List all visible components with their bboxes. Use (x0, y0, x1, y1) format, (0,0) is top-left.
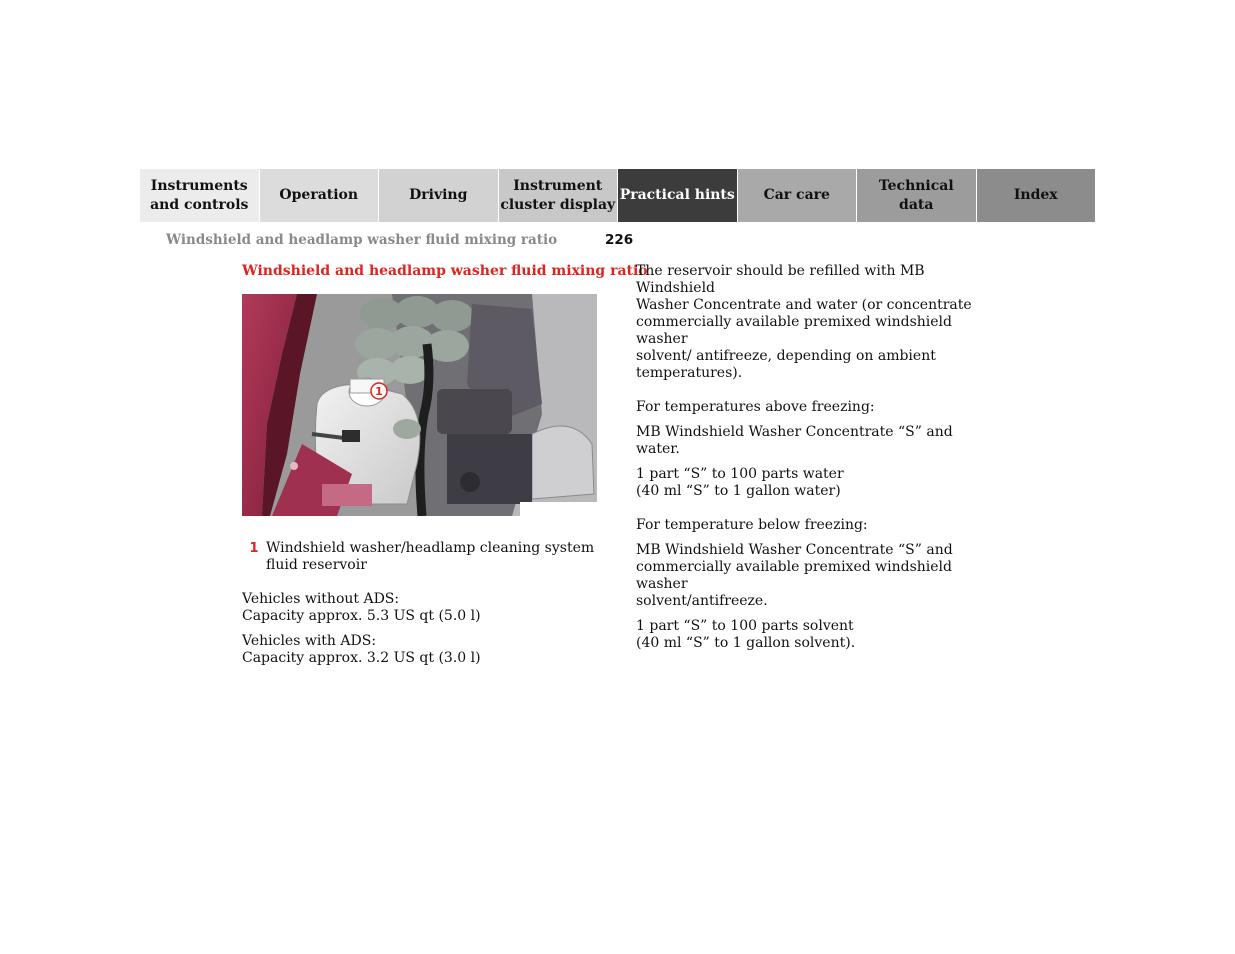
tab-practical-hints[interactable]: Practical hints (618, 169, 738, 222)
callout-number: 1 (375, 385, 383, 398)
below-freezing-heading: For temperature below freezing: (636, 517, 868, 533)
capacity-with-ads (242, 633, 602, 667)
figure-caption (242, 540, 602, 574)
caption-line: Windshield washer/headlamp cleaning system (266, 540, 595, 556)
without-ads-capacity: Capacity approx. 5.3 US qt (5.0 l) (242, 608, 481, 624)
ratio-line: 1 part “S” to 100 parts solvent (636, 618, 854, 634)
product-line: MB Windshield Washer Concentrate “S” and (636, 542, 953, 558)
intro-line: temperatures). (636, 365, 743, 381)
caption-number: 1 (249, 541, 259, 556)
product-line: commercially available premixed windshield washer (636, 559, 952, 592)
section-nav-tabs (140, 169, 1095, 222)
tab-index[interactable]: Index (977, 169, 1096, 222)
above-freezing-heading: For temperatures above freezing: (636, 399, 875, 415)
page-number: 226 (605, 232, 634, 248)
running-header-title: Windshield and headlamp washer fluid mixing ratio (166, 232, 558, 248)
ratio-line: (40 ml “S” to 1 gallon water) (636, 483, 841, 499)
intro-line: The reservoir should be refilled with MB Windshield (636, 263, 925, 296)
right-column (636, 263, 986, 660)
above-freezing-product: MB Windshield Washer Concentrate “S” and water. (636, 424, 953, 457)
product-line: solvent/antifreeze. (636, 593, 768, 609)
intro-line: commercially available premixed windshield washer (636, 314, 952, 347)
ratio-line: (40 ml “S” to 1 gallon solvent). (636, 635, 856, 651)
tab-driving[interactable]: Driving (379, 169, 499, 222)
callout-marker (371, 383, 387, 399)
tab-technical-data[interactable]: Technical data (857, 169, 977, 222)
tab-car-care[interactable]: Car care (738, 169, 858, 222)
engine-bay-illustration (242, 294, 597, 516)
left-column (242, 540, 602, 675)
capacity-without-ads (242, 591, 602, 625)
intro-line: Washer Concentrate and water (or concentrate (636, 297, 972, 313)
intro-paragraph (636, 263, 986, 382)
ratio-line: 1 part “S” to 100 parts water (636, 466, 844, 482)
with-ads-label: Vehicles with ADS: (242, 633, 377, 649)
caption-line: fluid reservoir (266, 557, 367, 573)
above-freezing-ratio (636, 466, 986, 500)
intro-line: solvent/ antifreeze, depending on ambient (636, 348, 936, 364)
tab-operation[interactable]: Operation (260, 169, 380, 222)
without-ads-label: Vehicles without ADS: (242, 591, 400, 607)
below-freezing-product (636, 542, 986, 610)
tab-instruments-and-controls[interactable]: Instruments and controls (140, 169, 260, 222)
below-freezing-ratio (636, 618, 986, 652)
section-title: Windshield and headlamp washer fluid mixing ratio (242, 263, 648, 279)
with-ads-capacity: Capacity approx. 3.2 US qt (3.0 l) (242, 650, 481, 666)
caption-text (266, 540, 602, 574)
tab-instrument-cluster-display[interactable]: Instrument cluster display (499, 169, 619, 222)
